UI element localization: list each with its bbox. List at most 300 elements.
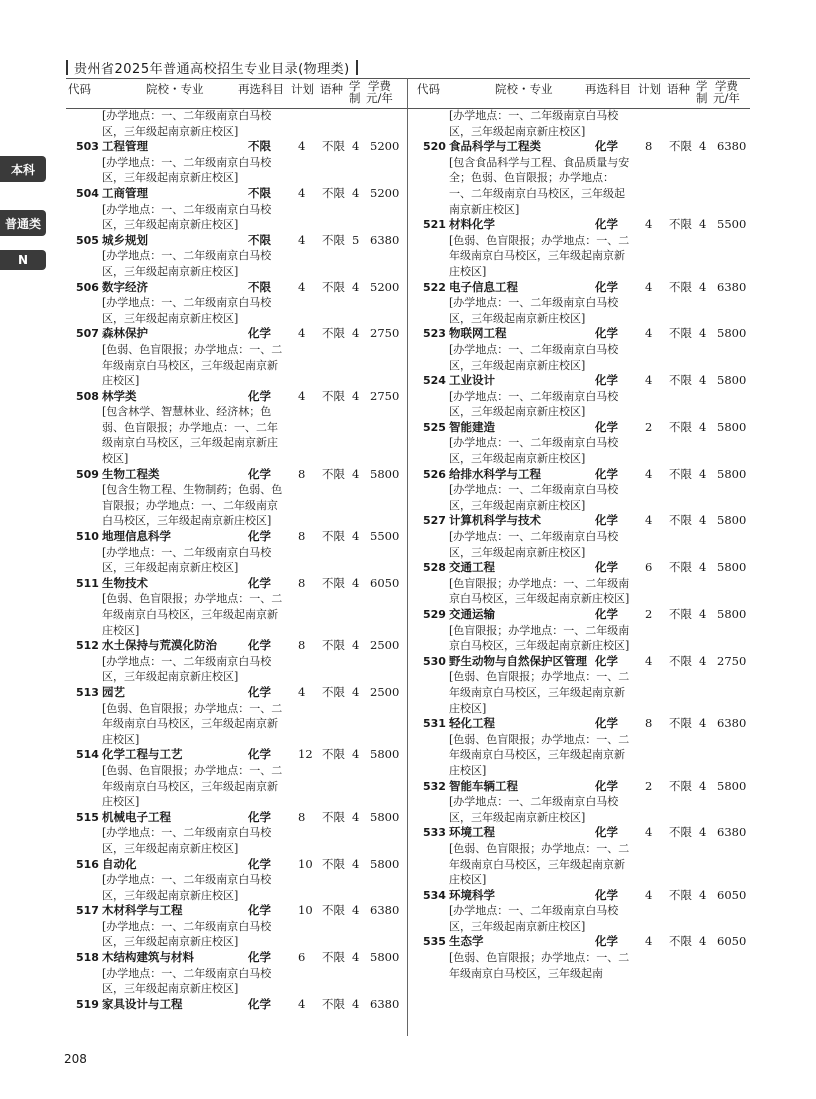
entry-major-name: 生物技术 bbox=[102, 575, 148, 590]
entry-plan: 4 bbox=[298, 279, 306, 294]
entry-note: [办学地点：一、二年级南京白马校区，三年级起南京新庄校区] bbox=[102, 202, 272, 232]
entry-subject: 化学 bbox=[248, 326, 271, 341]
entry-fee: 5800 bbox=[370, 809, 400, 824]
entry-years: 4 bbox=[352, 466, 360, 481]
entry-note: [色弱、色盲限报；办学地点：一、二年级南京白马校区，三年级起南京新庄校区] bbox=[102, 763, 283, 809]
entry-language: 不限 bbox=[669, 373, 692, 388]
entry-fee: 5800 bbox=[717, 607, 747, 621]
entry-language: 不限 bbox=[322, 809, 345, 824]
entry-note: [办学地点：一、二年级南京白马校区，三年级起南京新庄校区] bbox=[449, 904, 619, 933]
list-item bbox=[66, 139, 406, 186]
entry-years: 4 bbox=[699, 513, 707, 528]
entry-code: 535 bbox=[423, 935, 446, 949]
entry-major-name: 工业设计 bbox=[449, 373, 495, 388]
col-school-header: 院校・专业 bbox=[495, 82, 553, 96]
entry-subject: 化学 bbox=[595, 373, 618, 388]
list-item bbox=[413, 139, 753, 217]
list-item bbox=[413, 373, 753, 420]
entry-subject: 化学 bbox=[248, 529, 271, 544]
entry-plan: 4 bbox=[645, 466, 653, 481]
entry-note: [办学地点：一、二年级南京白马校区，三年级起南京新庄校区] bbox=[449, 795, 619, 824]
entry-fee: 5800 bbox=[717, 326, 747, 341]
entry-note: [色弱、色盲限报；办学地点：一、二年级南京白马校区，三年级起南京新庄校区] bbox=[102, 701, 283, 746]
col-subject-header: 再选科目 bbox=[585, 82, 631, 96]
entry-years: 4 bbox=[352, 747, 360, 762]
entry-code: 514 bbox=[76, 748, 99, 762]
entry-note: [色弱、色盲限报；办学地点：一、二年级南京白马校区，三年级起南京新庄校区] bbox=[449, 670, 630, 715]
entry-language: 不限 bbox=[322, 684, 345, 699]
entry-main-row bbox=[413, 779, 753, 795]
entry-code: 516 bbox=[76, 857, 99, 871]
list-item bbox=[66, 903, 406, 950]
entry-code: 525 bbox=[423, 420, 446, 434]
entry-plan: 8 bbox=[298, 575, 306, 590]
entry-major-name: 数字经济 bbox=[102, 279, 148, 294]
entry-language: 不限 bbox=[669, 139, 692, 154]
col-fee-header: 学费 元/年 bbox=[713, 79, 740, 105]
list-item bbox=[413, 108, 753, 139]
entry-major-name: 计算机科学与技术 bbox=[449, 513, 541, 528]
entry-fee: 6380 bbox=[717, 279, 747, 294]
entry-fee: 5200 bbox=[370, 139, 400, 154]
entry-major-name: 林学类 bbox=[102, 388, 137, 403]
entry-code: 505 bbox=[76, 233, 99, 247]
col-plan-header: 计划 bbox=[291, 82, 314, 96]
entry-main-row bbox=[66, 685, 406, 701]
entry-major-name: 水土保持与荒漠化防治 bbox=[102, 638, 217, 653]
entry-main-row bbox=[413, 280, 753, 296]
list-item bbox=[66, 389, 406, 467]
list-item bbox=[413, 326, 753, 373]
entry-years: 4 bbox=[352, 388, 360, 403]
entry-subject: 化学 bbox=[248, 996, 271, 1011]
entry-subject: 化学 bbox=[248, 903, 271, 918]
entry-code: 531 bbox=[423, 717, 446, 731]
entry-years: 4 bbox=[352, 638, 360, 653]
entry-language: 不限 bbox=[322, 139, 345, 154]
entry-years: 4 bbox=[352, 996, 360, 1011]
list-item bbox=[413, 280, 753, 327]
entry-years: 4 bbox=[699, 653, 707, 668]
entry-major-name: 机械电子工程 bbox=[102, 809, 171, 824]
entry-fee: 5800 bbox=[717, 778, 747, 793]
list-item bbox=[66, 576, 406, 638]
entry-major-name: 化学工程与工艺 bbox=[102, 747, 183, 762]
entry-subject: 化学 bbox=[248, 684, 271, 699]
entry-major-name: 智能建造 bbox=[449, 419, 495, 434]
table-header-left bbox=[66, 80, 406, 108]
list-item bbox=[413, 467, 753, 514]
entry-subject: 化学 bbox=[595, 419, 618, 434]
entry-code: 523 bbox=[423, 327, 446, 341]
entry-years: 4 bbox=[699, 373, 707, 388]
entry-subject: 化学 bbox=[595, 887, 618, 902]
entry-note: [办学地点：一、二年级南京白马校区，三年级起南京新庄校区] bbox=[102, 109, 272, 138]
entry-major-name: 园艺 bbox=[102, 684, 125, 699]
list-item bbox=[66, 529, 406, 576]
entry-fee: 6380 bbox=[370, 996, 400, 1011]
entry-main-row bbox=[66, 857, 406, 873]
entry-subject: 化学 bbox=[595, 607, 618, 621]
entry-major-name: 环境工程 bbox=[449, 825, 495, 840]
entry-years: 4 bbox=[352, 139, 360, 154]
entry-years: 4 bbox=[352, 903, 360, 918]
list-item bbox=[413, 420, 753, 467]
entry-note: [色弱、色盲限报；办学地点：一、二年级南京白马校区，三年级起南京新庄校区] bbox=[449, 732, 630, 777]
entry-subject: 化学 bbox=[595, 139, 618, 154]
entry-fee: 5800 bbox=[717, 560, 747, 575]
entry-note: [色弱、色盲限报；办学地点：一、二年级南京白马校区，三年级起南京新庄校区] bbox=[102, 592, 283, 637]
entry-fee: 5800 bbox=[717, 466, 747, 481]
entry-main-row bbox=[413, 139, 753, 155]
entry-fee: 2750 bbox=[370, 388, 400, 403]
entry-fee: 5800 bbox=[370, 747, 400, 762]
entry-language: 不限 bbox=[669, 419, 692, 434]
entry-subject: 化学 bbox=[595, 326, 618, 341]
entry-fee: 5800 bbox=[370, 856, 400, 871]
entry-plan: 10 bbox=[298, 903, 313, 918]
entry-plan: 4 bbox=[298, 388, 306, 403]
entry-major-name: 森林保护 bbox=[102, 326, 148, 341]
entry-plan: 6 bbox=[645, 560, 653, 575]
entry-note: [办学地点：一、二年级南京白马校区，三年级起南京新庄校区] bbox=[102, 654, 272, 684]
entry-language: 不限 bbox=[669, 560, 692, 575]
entry-subject: 化学 bbox=[248, 466, 271, 481]
entry-plan: 4 bbox=[645, 279, 653, 294]
entry-code: 517 bbox=[76, 904, 99, 918]
entry-plan: 2 bbox=[645, 607, 653, 621]
entry-years: 4 bbox=[699, 139, 707, 154]
entry-major-name: 地理信息科学 bbox=[102, 529, 171, 544]
entry-years: 4 bbox=[699, 716, 707, 731]
entry-major-name: 环境科学 bbox=[449, 887, 495, 902]
entry-note: [办学地点：一、二年级南京白马校区，三年级起南京新庄校区] bbox=[102, 296, 272, 325]
entry-language: 不限 bbox=[669, 934, 692, 949]
entry-main-row bbox=[413, 467, 753, 483]
entry-years: 4 bbox=[699, 217, 707, 232]
entry-plan: 4 bbox=[645, 825, 653, 840]
entry-years: 4 bbox=[699, 466, 707, 481]
entry-language: 不限 bbox=[669, 607, 692, 621]
entry-subject: 化学 bbox=[248, 856, 271, 871]
entry-code: 527 bbox=[423, 514, 446, 528]
entry-subject: 化学 bbox=[595, 560, 618, 575]
entry-code: 511 bbox=[76, 576, 99, 590]
entry-note: [包含林学、智慧林业、经济林；色弱、色盲限报；办学地点：一、二年级南京白马校区，三年级起南京新庄校区] bbox=[102, 405, 278, 466]
entry-major-name: 家具设计与工程 bbox=[102, 996, 183, 1011]
entry-note: [办学地点：一、二年级南京白马校区，三年级起南京新庄校区] bbox=[102, 545, 272, 575]
list-item bbox=[66, 280, 406, 327]
entry-subject: 化学 bbox=[595, 466, 618, 481]
entry-plan: 6 bbox=[298, 950, 306, 965]
entry-main-row bbox=[413, 373, 753, 389]
entry-fee: 2500 bbox=[370, 684, 400, 699]
entry-language: 不限 bbox=[322, 326, 345, 341]
right-column bbox=[413, 108, 753, 981]
entry-main-row bbox=[66, 747, 406, 763]
page-title: 贵州省2025年普通高校招生专业目录(物理类) bbox=[74, 61, 350, 77]
entry-major-name: 工程管理 bbox=[102, 139, 148, 154]
entry-subject: 化学 bbox=[595, 513, 618, 528]
entry-code: 526 bbox=[423, 467, 446, 481]
list-item bbox=[413, 217, 753, 279]
col-plan-header: 计划 bbox=[638, 82, 661, 96]
col-fee-header: 学费 元/年 bbox=[366, 79, 393, 105]
entry-subject: 化学 bbox=[248, 809, 271, 824]
entry-plan: 2 bbox=[645, 419, 653, 434]
entry-language: 不限 bbox=[322, 856, 345, 871]
entry-plan: 4 bbox=[298, 326, 306, 341]
entry-note: [办学地点：一、二年级南京白马校区，三年级起南京新庄校区] bbox=[102, 155, 272, 185]
entry-code: 507 bbox=[76, 327, 99, 341]
entry-plan: 4 bbox=[645, 217, 653, 232]
entry-years: 4 bbox=[352, 575, 360, 590]
list-item bbox=[66, 638, 406, 685]
entry-code: 528 bbox=[423, 561, 446, 575]
entry-note: [包含食品科学与工程、食品质量与安全；色弱、色盲限报；办学地点：一、二年级南京白马校区，三年级起南京新庄校区] bbox=[449, 155, 630, 216]
entry-plan: 8 bbox=[298, 809, 306, 824]
entry-plan: 4 bbox=[298, 232, 306, 247]
header-bar-left bbox=[66, 60, 68, 75]
entry-note: [色弱、色盲限报；办学地点：一、二年级南京白马校区，三年级起南京新庄校区] bbox=[449, 233, 630, 278]
entry-plan: 4 bbox=[645, 887, 653, 902]
entry-fee: 5800 bbox=[717, 419, 747, 434]
entry-note: [办学地点：一、二年级南京白马校区，三年级起南京新庄校区] bbox=[449, 530, 619, 559]
entry-years: 4 bbox=[352, 809, 360, 824]
side-tab-putong: 普通类 bbox=[0, 210, 46, 236]
entry-years: 4 bbox=[352, 529, 360, 544]
entry-code: 520 bbox=[423, 140, 446, 154]
entry-years: 4 bbox=[699, 419, 707, 434]
page-number: 208 bbox=[64, 1052, 87, 1066]
entry-fee: 5800 bbox=[717, 373, 747, 388]
entry-language: 不限 bbox=[322, 903, 345, 918]
list-item bbox=[413, 513, 753, 560]
col-school-header: 院校・专业 bbox=[146, 82, 204, 96]
entry-main-row bbox=[413, 420, 753, 436]
list-item bbox=[66, 950, 406, 997]
entry-fee: 6050 bbox=[717, 887, 747, 902]
entry-code: 503 bbox=[76, 140, 99, 154]
entry-code: 529 bbox=[423, 608, 446, 621]
col-code-header: 代码 bbox=[417, 82, 440, 96]
entry-plan: 8 bbox=[298, 529, 306, 544]
list-item bbox=[413, 779, 753, 826]
entry-subject: 化学 bbox=[595, 825, 618, 840]
entry-subject: 不限 bbox=[248, 232, 271, 247]
entry-note: [色弱、色盲限报；办学地点：一、二年级南京白马校区，三年级起南京新庄校区] bbox=[102, 342, 283, 388]
entry-main-row bbox=[413, 934, 753, 950]
entry-major-name: 物联网工程 bbox=[449, 326, 507, 341]
entry-language: 不限 bbox=[322, 950, 345, 965]
entry-note: [办学地点：一、二年级南京白马校区，三年级起南京新庄校区] bbox=[102, 873, 272, 902]
entry-major-name: 电子信息工程 bbox=[449, 279, 518, 294]
entry-subject: 化学 bbox=[595, 934, 618, 949]
entry-note: [办学地点：一、二年级南京白马校区，三年级起南京新庄校区] bbox=[102, 919, 272, 949]
entry-plan: 4 bbox=[645, 326, 653, 341]
entry-subject: 化学 bbox=[595, 653, 618, 668]
entry-language: 不限 bbox=[669, 279, 692, 294]
entry-plan: 12 bbox=[298, 747, 313, 762]
entry-fee: 5800 bbox=[717, 513, 747, 528]
entry-code: 513 bbox=[76, 685, 99, 699]
entry-major-name: 交通运输 bbox=[449, 607, 495, 621]
entry-language: 不限 bbox=[322, 466, 345, 481]
entry-plan: 4 bbox=[298, 996, 306, 1011]
entry-major-name: 木材科学与工程 bbox=[102, 903, 183, 918]
entry-note: [办学地点：一、二年级南京白马校区，三年级起南京新庄校区] bbox=[449, 109, 619, 138]
entry-main-row bbox=[66, 576, 406, 592]
list-item bbox=[66, 997, 406, 1013]
entry-subject: 化学 bbox=[595, 716, 618, 731]
entry-note: [办学地点：一、二年级南京白马校区，三年级起南京新庄校区] bbox=[449, 483, 619, 512]
entry-code: 532 bbox=[423, 779, 446, 793]
entry-language: 不限 bbox=[322, 747, 345, 762]
entry-years: 4 bbox=[699, 279, 707, 294]
entry-main-row bbox=[66, 997, 406, 1013]
entry-note: [色弱、色盲限报；办学地点：一、二年级南京白马校区，三年级起南京新庄校区] bbox=[449, 841, 630, 887]
list-item bbox=[413, 825, 753, 887]
entry-main-row bbox=[66, 638, 406, 654]
entry-note: [色弱、色盲限报；办学地点：一、二年级南京白马校区，三年级起南 bbox=[449, 951, 630, 980]
entry-note: [办学地点：一、二年级南京白马校区，三年级起南京新庄校区] bbox=[102, 826, 272, 855]
entry-note: [办学地点：一、二年级南京白马校区，三年级起南京新庄校区] bbox=[449, 436, 619, 466]
entry-code: 534 bbox=[423, 888, 446, 902]
list-item bbox=[66, 685, 406, 747]
entry-code: 509 bbox=[76, 467, 99, 481]
entry-code: 524 bbox=[423, 374, 446, 388]
entry-language: 不限 bbox=[322, 575, 345, 590]
entry-fee: 5200 bbox=[370, 279, 400, 294]
entry-main-row bbox=[413, 654, 753, 670]
entry-fee: 2500 bbox=[370, 638, 400, 653]
list-item bbox=[413, 716, 753, 778]
entry-language: 不限 bbox=[669, 778, 692, 793]
entry-language: 不限 bbox=[669, 513, 692, 528]
entry-plan: 4 bbox=[298, 684, 306, 699]
entry-language: 不限 bbox=[669, 887, 692, 902]
entry-code: 530 bbox=[423, 654, 446, 668]
entry-years: 4 bbox=[699, 778, 707, 793]
entry-main-row bbox=[413, 716, 753, 732]
entry-fee: 2750 bbox=[717, 653, 747, 668]
entry-major-name: 交通工程 bbox=[449, 560, 495, 575]
entry-main-row bbox=[413, 607, 753, 623]
entry-fee: 6380 bbox=[370, 232, 400, 247]
entry-language: 不限 bbox=[669, 825, 692, 840]
col-years-header: 学 制 bbox=[696, 79, 708, 105]
entry-fee: 2750 bbox=[370, 326, 400, 341]
col-code-header: 代码 bbox=[68, 82, 91, 96]
entry-language: 不限 bbox=[669, 716, 692, 731]
entry-language: 不限 bbox=[322, 279, 345, 294]
list-item bbox=[66, 186, 406, 233]
entry-plan: 8 bbox=[645, 139, 653, 154]
list-item bbox=[66, 810, 406, 857]
entry-major-name: 给排水科学与工程 bbox=[449, 466, 541, 481]
entry-fee: 6050 bbox=[370, 575, 400, 590]
entry-note: [办学地点：一、二年级南京白马校区，三年级起南京新庄校区] bbox=[449, 389, 619, 419]
column-divider bbox=[407, 78, 408, 1036]
entry-subject: 化学 bbox=[248, 950, 271, 965]
entry-note: [办学地点：一、二年级南京白马校区，三年级起南京新庄校区] bbox=[102, 249, 272, 278]
entry-note: [办学地点：一、二年级南京白马校区，三年级起南京新庄校区] bbox=[449, 296, 619, 325]
entry-fee: 6380 bbox=[717, 139, 747, 154]
entry-plan: 4 bbox=[645, 513, 653, 528]
entry-major-name: 食品科学与工程类 bbox=[449, 139, 541, 154]
entry-fee: 5800 bbox=[370, 466, 400, 481]
entry-subject: 化学 bbox=[248, 575, 271, 590]
entry-main-row bbox=[413, 326, 753, 342]
entry-note: [色盲限报；办学地点：一、二年级南京白马校区，三年级起南京新庄校区] bbox=[449, 623, 630, 653]
entry-fee: 6050 bbox=[717, 934, 747, 949]
entry-code: 504 bbox=[76, 186, 99, 200]
entry-subject: 化学 bbox=[248, 638, 271, 653]
entry-years: 4 bbox=[699, 887, 707, 902]
header-bar-right bbox=[356, 60, 358, 75]
entry-years: 4 bbox=[352, 950, 360, 965]
entry-code: 518 bbox=[76, 951, 99, 965]
entry-fee: 6380 bbox=[370, 903, 400, 918]
page-header bbox=[66, 56, 366, 78]
entry-years: 4 bbox=[699, 934, 707, 949]
entry-language: 不限 bbox=[669, 466, 692, 481]
entry-code: 510 bbox=[76, 530, 99, 544]
list-item bbox=[66, 747, 406, 809]
entry-code: 522 bbox=[423, 280, 446, 294]
entry-language: 不限 bbox=[322, 185, 345, 200]
header-rule-top bbox=[66, 78, 750, 79]
entry-subject: 化学 bbox=[248, 747, 271, 762]
entry-subject: 化学 bbox=[595, 279, 618, 294]
col-subject-header: 再选科目 bbox=[238, 82, 284, 96]
entry-fee: 5500 bbox=[370, 529, 400, 544]
entry-code: 508 bbox=[76, 389, 99, 403]
entry-main-row bbox=[66, 186, 406, 202]
list-item bbox=[413, 560, 753, 607]
entry-main-row bbox=[66, 280, 406, 296]
entry-language: 不限 bbox=[322, 388, 345, 403]
entry-subject: 化学 bbox=[595, 778, 618, 793]
entry-code: 506 bbox=[76, 280, 99, 294]
entry-major-name: 工商管理 bbox=[102, 185, 148, 200]
entry-major-name: 生态学 bbox=[449, 934, 484, 949]
entry-fee: 5800 bbox=[370, 950, 400, 965]
entry-language: 不限 bbox=[669, 326, 692, 341]
entry-note: [包含生物工程、生物制药；色弱、色盲限报；办学地点：一、二年级南京白马校区，三年级起南京新庄校区] bbox=[102, 483, 283, 528]
entry-plan: 4 bbox=[645, 373, 653, 388]
entry-plan: 8 bbox=[298, 638, 306, 653]
entry-language: 不限 bbox=[669, 653, 692, 668]
entry-major-name: 野生动物与自然保护区管理 bbox=[449, 653, 587, 668]
entry-code: 512 bbox=[76, 639, 99, 653]
entry-main-row bbox=[66, 233, 406, 249]
col-lang-header: 语种 bbox=[320, 82, 343, 96]
list-item bbox=[66, 233, 406, 280]
list-item bbox=[413, 654, 753, 716]
entry-subject: 不限 bbox=[248, 185, 271, 200]
entry-main-row bbox=[66, 467, 406, 483]
entry-main-row bbox=[413, 217, 753, 233]
entry-major-name: 自动化 bbox=[102, 856, 137, 871]
list-item bbox=[66, 108, 406, 139]
entry-major-name: 生物工程类 bbox=[102, 466, 160, 481]
list-item bbox=[413, 607, 753, 654]
entry-years: 4 bbox=[352, 279, 360, 294]
entry-code: 515 bbox=[76, 810, 99, 824]
entry-years: 4 bbox=[699, 607, 707, 621]
entry-main-row bbox=[413, 888, 753, 904]
